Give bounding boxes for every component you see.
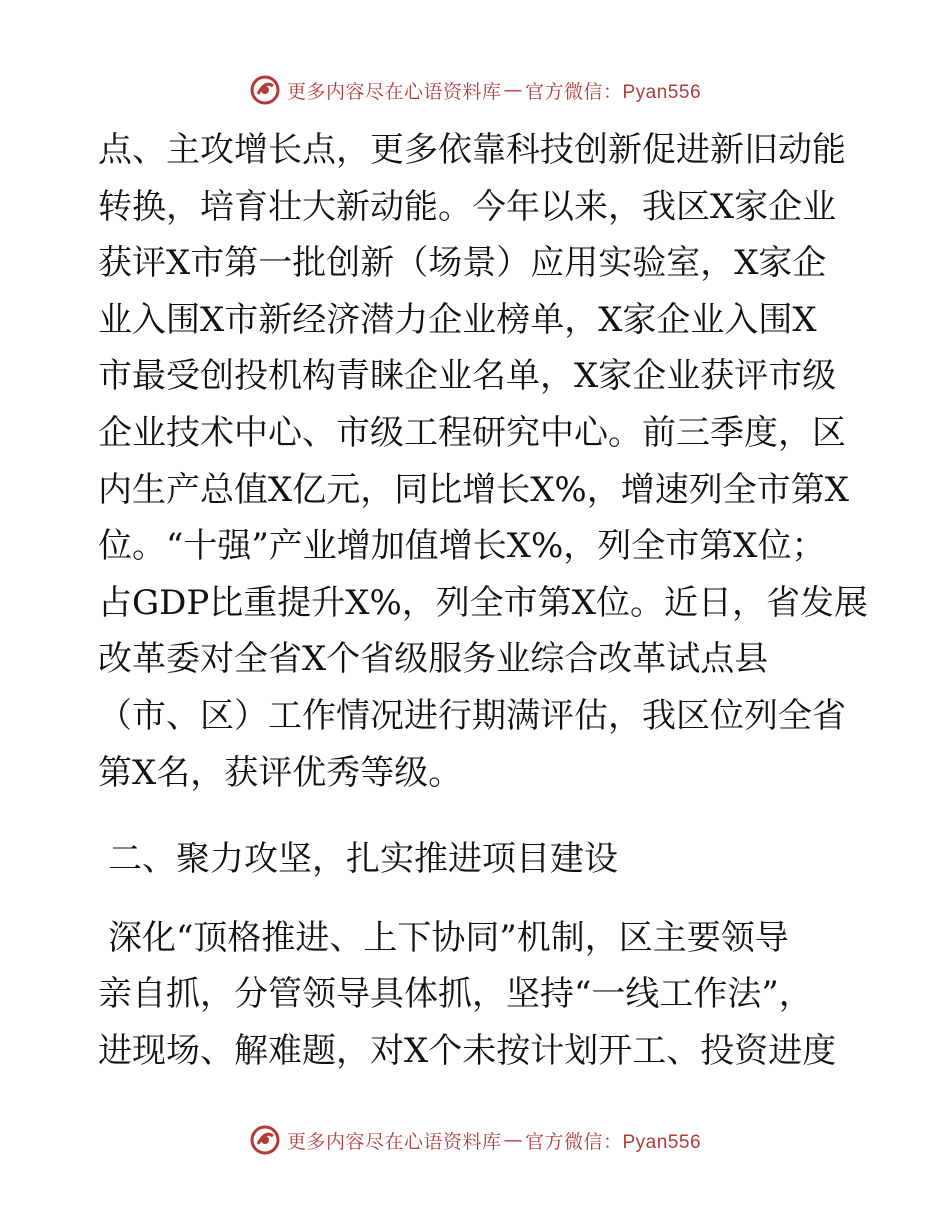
watermark-contact: 官方微信：Pyan556 [525, 1131, 702, 1153]
section-heading: 二、聚力攻坚，扎实推进项目建设 [108, 839, 618, 880]
paragraph-2 [98, 910, 858, 1080]
text-line: 位。“十强”产业增加值增长X%，列全市第X位； [98, 526, 826, 567]
text-line: 占GDP比重提升X%，列全市第X位。近日，省发展 [98, 582, 869, 623]
watermark-text: 更多内容尽在心语资料库 [286, 1130, 502, 1153]
watermark-contact: 官方微信：Pyan556 [525, 81, 702, 103]
document-body [98, 122, 869, 1080]
text-line: （市、区）工作情况进行期满评估，我区位列全省 [98, 695, 846, 736]
watermark-separator: — [503, 79, 523, 101]
text-line: 内生产总值X亿元，同比增长X%，增速列全市第X [98, 469, 849, 510]
text-line: 获评X市第一批创新（场景）应用实验室，X家企 [98, 243, 827, 284]
text-line: 进现场、解难题，对X个未按计划开工、投资进度 [98, 1030, 837, 1071]
text-line: 第X名，获评优秀等级。 [98, 752, 463, 793]
watermark-header [0, 70, 950, 110]
logo-icon [249, 74, 281, 106]
text-line: 深化“顶格推进、上下协同”机制，区主要领导 [108, 917, 789, 958]
paragraph-1 [98, 122, 869, 801]
logo-icon [249, 1124, 281, 1156]
text-line: 亲自抓，分管领导具体抓，坚持“一线工作法”， [98, 974, 813, 1015]
text-line: 业入围X市新经济潜力企业榜单，X家企业入围X [98, 299, 817, 340]
text-line: 点、主攻增长点，更多依靠科技创新促进新旧动能 [98, 130, 846, 170]
text-line: 转换，培育壮大新动能。今年以来，我区X家企业 [98, 186, 837, 227]
text-line: 改革委对全省X个省级服务业综合改革试点县 [98, 639, 769, 680]
watermark-separator: — [503, 1129, 523, 1151]
text-line: 企业技术中心、市级工程研究中心。前三季度，区 [98, 412, 846, 453]
watermark-text: 更多内容尽在心语资料库 [286, 80, 502, 103]
watermark-footer [0, 1120, 950, 1160]
text-line: 市最受创投机构青睐企业名单，X家企业获评市级 [98, 356, 837, 397]
